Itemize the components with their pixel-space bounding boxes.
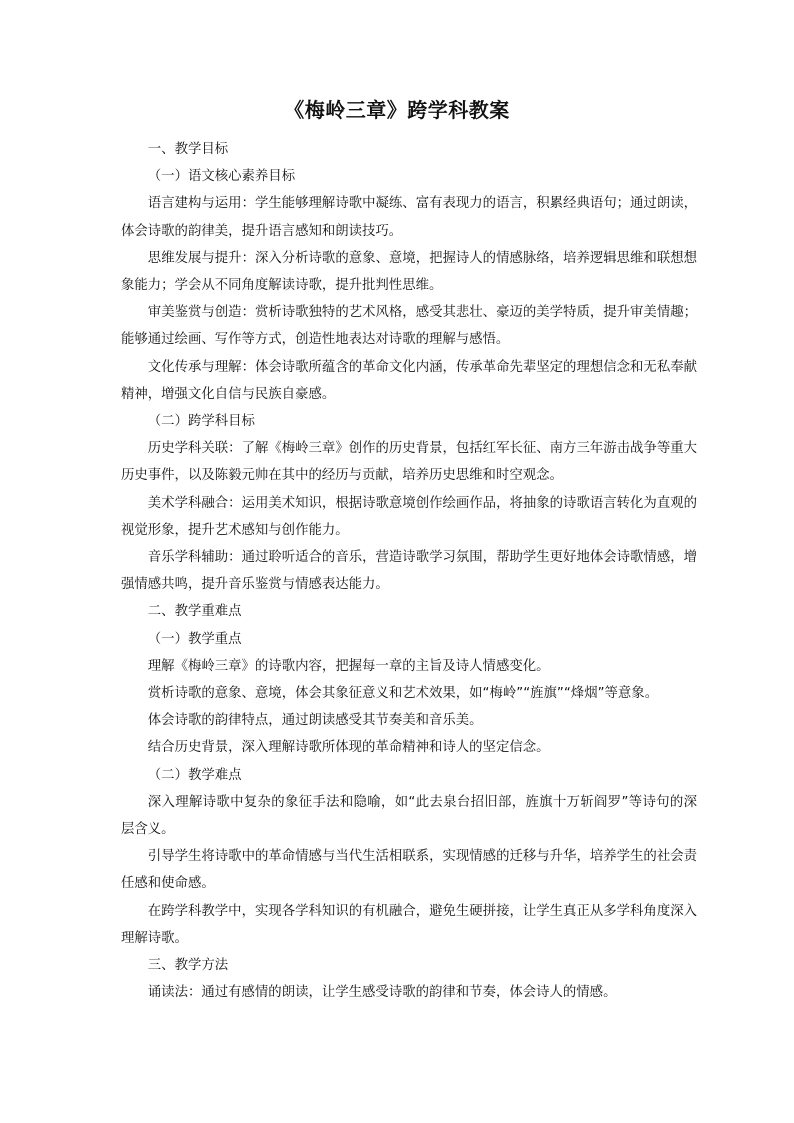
paragraph-focus-4: 结合历史背景，深入理解诗歌所体现的革命精神和诗人的坚定信念。	[147, 740, 550, 756]
paragraph-difficulty-3: 在跨学科教学中，实现各学科知识的有机融合，避免生硬拼接，让学生真正从多学科角度深入理解诗歌。	[121, 903, 697, 946]
paragraph-difficulty-2: 引导学生将诗歌中的革命情感与当代生活相联系，实现情感的迁移与升华，培养学生的社会责任感和使命感。	[121, 849, 697, 892]
document-body	[121, 136, 697, 1007]
paragraph-culture: 文化传承与理解：体会诗歌所蕴含的革命文化内涵，传承革命先辈坚定的理想信念和无私奉献精神，增强文化自信与民族自豪感。	[121, 359, 697, 402]
paragraph-focus-2: 赏析诗歌的意象、意境，体会其象征意义和艺术效果，如“梅岭”“旌旗”“烽烟”等意象。	[147, 686, 659, 702]
section-heading-key-points: 二、教学重难点	[147, 604, 242, 620]
paragraph-thinking: 思维发展与提升：深入分析诗歌的意象、意境，把握诗人的情感脉络，培养逻辑思维和联想想象能力；学会从不同角度解读诗歌，提升批判性思维。	[121, 250, 697, 294]
document-title: 《梅岭三章》跨学科教案	[284, 98, 510, 122]
paragraph-music: 音乐学科辅助：通过聆听适合的音乐，营造诗歌学习氛围，帮助学生更好地体会诗歌情感，增强情感共鸣，提升音乐鉴赏与情感表达能力。	[121, 550, 697, 593]
paragraph-language: 语言建构与运用：学生能够理解诗歌中凝练、富有表现力的语言，积累经典语句；通过朗读，体会诗歌的韵律美，提升语言感知和朗读技巧。	[121, 196, 697, 239]
section-heading-objectives: 一、教学目标	[147, 142, 229, 157]
paragraph-art: 美术学科融合：运用美术知识，根据诗歌意境创作绘画作品，将抽象的诗歌语言转化为直观的视觉形象，提升艺术感知与创作能力。	[121, 495, 697, 538]
paragraph-focus-3: 体会诗歌的韵律特点，通过朗读感受其节奏美和音乐美。	[147, 713, 483, 729]
paragraph-difficulty-1: 深入理解诗歌中复杂的象征手法和隐喻，如“此去泉台招旧部，旌旗十万斩阎罗”等诗句的深层含义。	[121, 794, 697, 838]
section-heading-methods: 三、教学方法	[147, 958, 229, 974]
paragraph-method-reading: 诵读法：通过有感情的朗读，让学生感受诗歌的韵律和节奏，体会诗人的情感。	[147, 985, 617, 1001]
subsection-heading-difficulties: （二）教学难点	[147, 767, 242, 783]
subsection-heading-chinese-goals: （一）语文核心素养目标	[147, 169, 296, 185]
subsection-heading-focus: （一）教学重点	[147, 631, 242, 647]
paragraph-history: 历史学科关联：了解《梅岭三章》创作的历史背景，包括红军长征、南方三年游击战争等重大历史事件，以及陈毅元帅在其中的经历与贡献，培养历史思维和时空观念。	[121, 441, 697, 484]
paragraph-aesthetics: 审美鉴赏与创造：赏析诗歌独特的艺术风格，感受其悲壮、豪迈的美学特质，提升审美情趣；能够通过绘画、写作等方式，创造性地表达对诗歌的理解与感悟。	[121, 305, 697, 348]
subsection-heading-interdisciplinary: （二）跨学科目标	[147, 414, 255, 430]
paragraph-focus-1: 理解《梅岭三章》的诗歌内容，把握每一章的主旨及诗人情感变化。	[147, 658, 550, 674]
